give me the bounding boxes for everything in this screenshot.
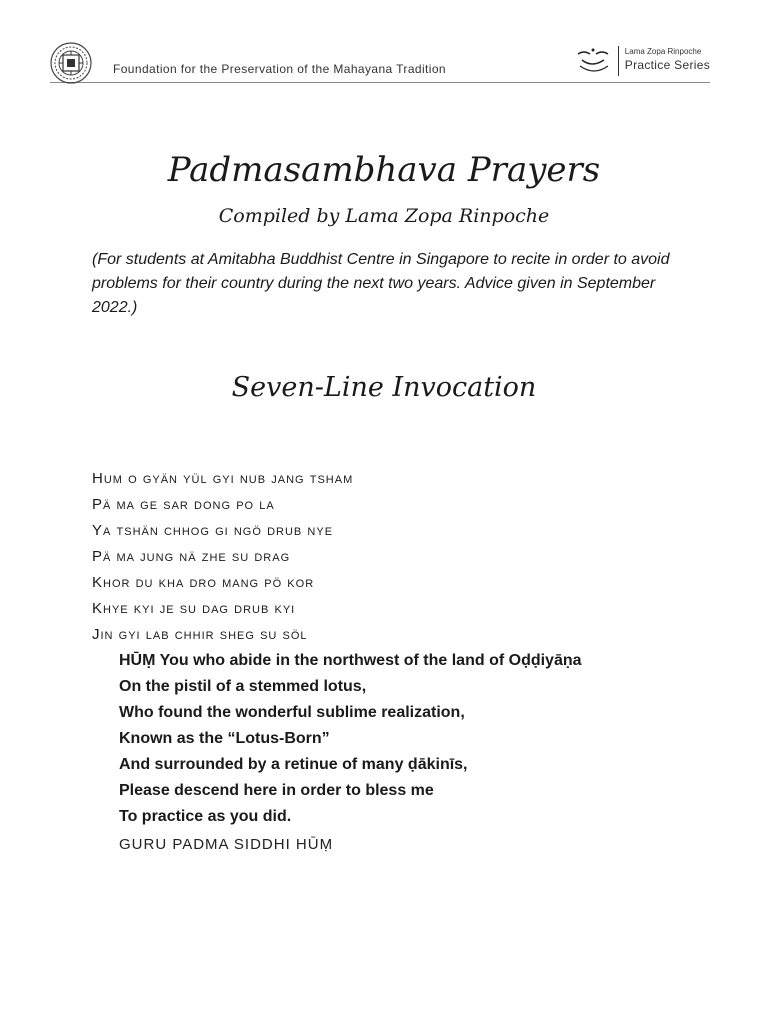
translation-line: To practice as you did.	[119, 808, 292, 825]
translation-line: On the pistil of a stemmed lotus,	[119, 678, 367, 695]
transliteration-line: Jin gyi lab chhir sheg su söl	[92, 626, 308, 643]
transliteration-line: Hum o gyän yül gyi nub jang tsham	[92, 470, 354, 487]
advice-note: (For students at Amitabha Buddhist Centre in Singapore to recite in order to avoid problems for their country during the next two years. Advice given in September 2022.)	[92, 251, 670, 316]
page-title: Padmasambhava Prayers	[167, 150, 601, 190]
translation-line: HŪṂ You who abide in the northwest of the land of Oḍḍiyāṇa	[119, 652, 582, 669]
transliteration-line: Khor du kha dro mang pö kor	[92, 574, 315, 591]
transliteration-line: Khye kyi je su dag drub kyi	[92, 600, 296, 617]
transliteration-block	[92, 466, 692, 648]
series-divider	[618, 46, 619, 76]
page-subtitle: Compiled by Lama Zopa Rinpoche	[218, 205, 550, 227]
translation-line: Please descend here in order to bless me	[119, 782, 434, 799]
section-heading: Seven-Line Invocation	[231, 372, 537, 403]
transliteration-line: Ya tshän chhog gi ngö drub nye	[92, 522, 334, 539]
translation-block	[119, 648, 719, 830]
translation-line: Known as the “Lotus-Born”	[119, 730, 330, 747]
transliteration-line: Pä ma ge sar dong po la	[92, 496, 275, 513]
practice-series-logo-icon	[574, 46, 614, 76]
organization-name: Foundation for the Preservation of the Mahayana Tradition	[113, 62, 446, 76]
fpmt-seal-icon	[50, 42, 92, 84]
series-name: Practice Series	[624, 58, 710, 72]
translation-line: And surrounded by a retinue of many ḍākinīs,	[119, 756, 468, 773]
translation-line: Who found the wonderful sublime realization,	[119, 704, 465, 721]
page-header	[50, 40, 710, 83]
mantra: GURU PADMA SIDDHI HŪṂ	[119, 836, 334, 853]
transliteration-line: Pä ma jung nä zhe su drag	[92, 548, 291, 565]
series-author: Lama Zopa Rinpoche	[624, 47, 702, 56]
practice-series-badge	[574, 46, 710, 76]
